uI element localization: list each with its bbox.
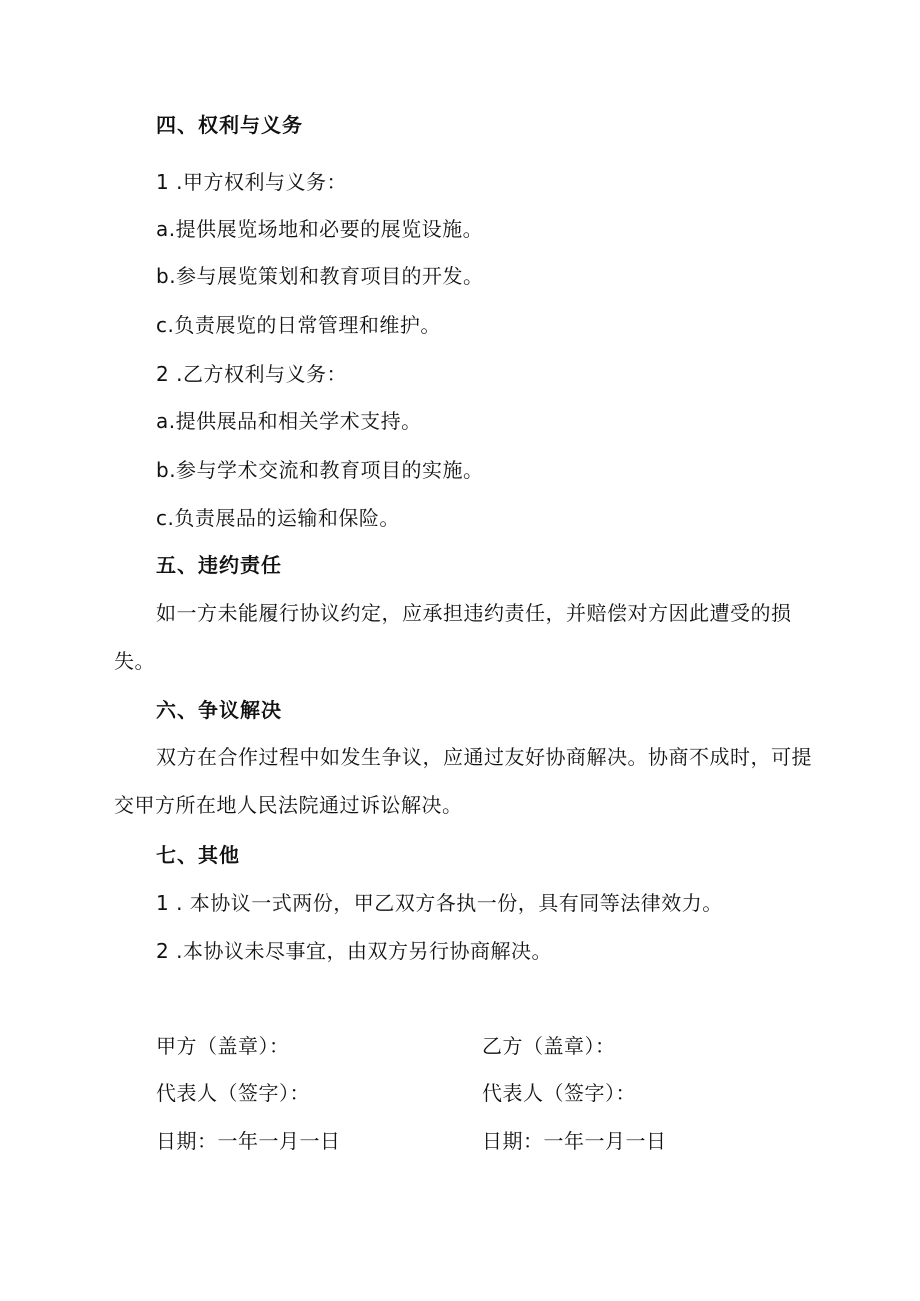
party-a-duties-title: 1 .甲方权利与义务： xyxy=(156,170,347,194)
party-a-rep-label: 代表人（签字）： xyxy=(156,1081,310,1105)
party-a-seal-label: 甲方（盖章）： xyxy=(156,1034,290,1058)
section6-heading: 六、争议解决 xyxy=(156,698,282,722)
party-b-duty-item: c.负责展品的运输和保险。 xyxy=(156,506,400,530)
section5-body: 如一方未能履行协议约定，应承担违约责任，并赔偿对方因此遭受的损失。 xyxy=(114,601,792,673)
section6-body: 双方在合作过程中如发生争议，应通过友好协商解决。协商不成时，可提交甲方所在地人民法院通过诉讼解决。 xyxy=(114,745,812,817)
party-a-duty-item: c.负责展览的日常管理和维护。 xyxy=(156,313,441,337)
section5-heading: 五、违约责任 xyxy=(156,553,282,577)
party-b-seal-label: 乙方（盖章）： xyxy=(482,1034,616,1058)
section4-heading: 四、权利与义务 xyxy=(156,113,303,137)
section7-heading: 七、其他 xyxy=(156,843,240,867)
section7-item: 1 . 本协议一式两份，甲乙双方各执一份，具有同等法律效力。 xyxy=(156,891,723,915)
party-a-duty-item: a.提供展览场地和必要的展览设施。 xyxy=(156,217,484,241)
party-b-rep-label: 代表人（签字）： xyxy=(482,1081,636,1105)
party-b-duty-item: b.参与学术交流和教育项目的实施。 xyxy=(156,458,484,482)
party-a-date-label: 日期：一年一月一日 xyxy=(156,1129,341,1153)
section7-item: 2 .本协议未尽事宜，由双方另行协商解决。 xyxy=(156,939,552,963)
party-b-date-label: 日期：一年一月一日 xyxy=(482,1129,667,1153)
party-a-duty-item: b.参与展览策划和教育项目的开发。 xyxy=(156,264,484,288)
party-b-duties-title: 2 .乙方权利与义务： xyxy=(156,362,347,386)
party-b-duty-item: a.提供展品和相关学术支持。 xyxy=(156,409,422,433)
